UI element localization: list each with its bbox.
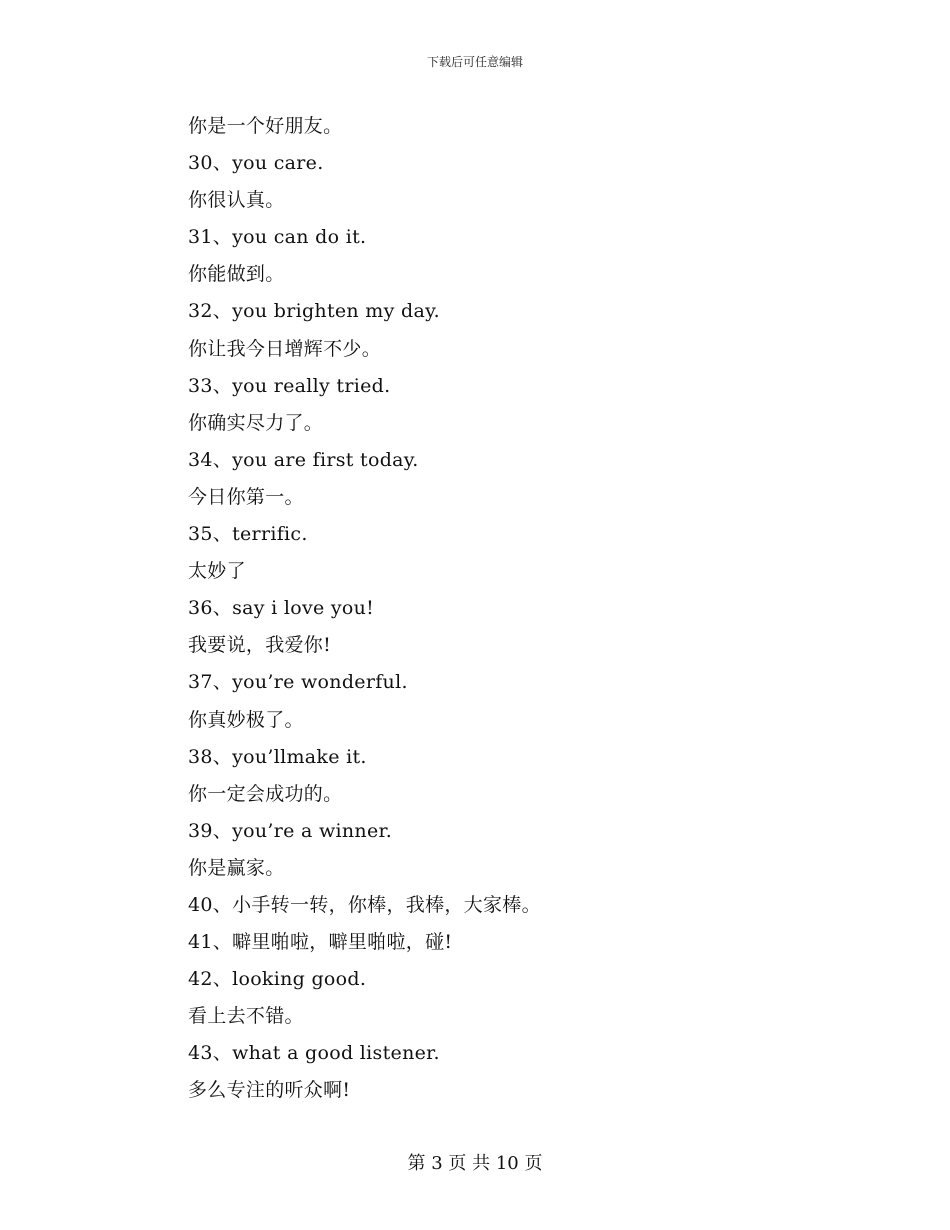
text-line: 36、say i love you! xyxy=(188,597,375,620)
document-body xyxy=(188,108,888,1110)
text-line: 32、you brighten my day. xyxy=(188,300,440,323)
text-line: 43、what a good listener. xyxy=(188,1042,440,1065)
text-line: 你是赢家。 xyxy=(188,856,285,879)
text-line: 34、you are first today. xyxy=(188,448,419,471)
text-line: 你一定会成功的。 xyxy=(188,782,343,805)
text-line: 看上去不错。 xyxy=(188,1005,304,1028)
text-line: 40、小手转一转，你棒，我棒，大家棒。 xyxy=(188,893,541,916)
text-line: 35、terrific. xyxy=(188,523,308,546)
text-line: 30、you care. xyxy=(188,152,324,175)
text-line: 太妙了 xyxy=(188,560,246,583)
text-line: 你真妙极了。 xyxy=(188,708,304,731)
text-line: 今日你第一。 xyxy=(188,485,304,508)
text-line: 37、you’re wonderful. xyxy=(188,671,408,694)
text-line: 33、you really tried. xyxy=(188,374,391,397)
page-header-note: 下载后可任意编辑 xyxy=(426,55,523,69)
text-line: 42、looking good. xyxy=(188,968,367,991)
text-line: 你让我今日增辉不少。 xyxy=(188,337,382,360)
text-line: 我要说，我爱你! xyxy=(188,634,332,657)
text-line: 你能做到。 xyxy=(188,263,285,286)
text-line: 31、you can do it. xyxy=(188,226,367,249)
text-line: 多么专注的听众啊! xyxy=(188,1079,351,1102)
text-line: 41、噼里啪啦，噼里啪啦，碰! xyxy=(188,931,453,954)
text-line: 你很认真。 xyxy=(188,189,285,212)
page-number: 第 3 页 共 10 页 xyxy=(407,1153,543,1174)
text-line: 你确实尽力了。 xyxy=(188,411,324,434)
text-line: 38、you’llmake it. xyxy=(188,745,367,768)
text-line: 39、you’re a winner. xyxy=(188,819,393,842)
text-line: 你是一个好朋友。 xyxy=(188,115,343,137)
